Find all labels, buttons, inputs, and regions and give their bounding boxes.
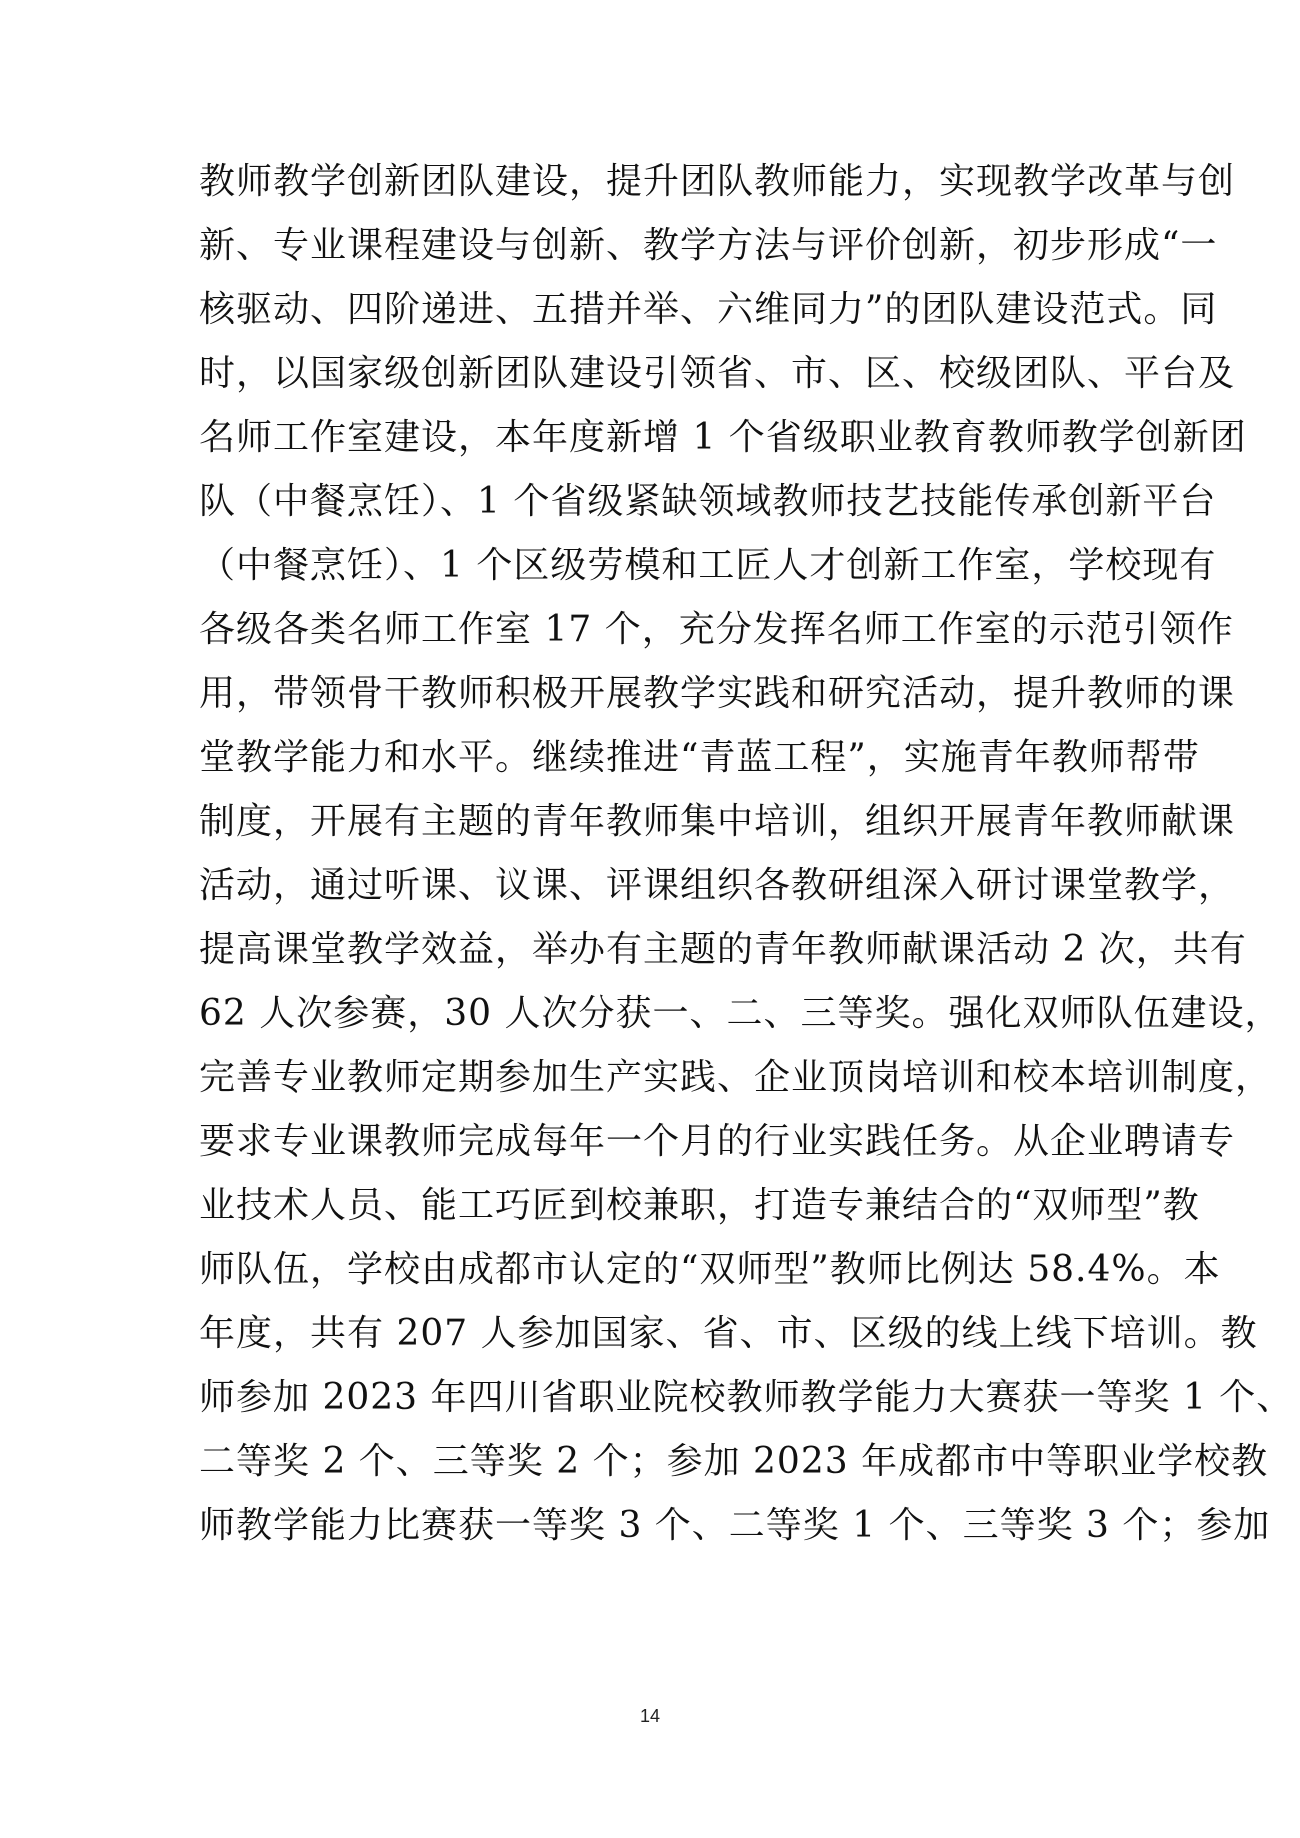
text-line: 师参加 2023 年四川省职业院校教师教学能力大赛获一等奖 1 个、 [199, 1377, 1294, 1418]
text-line: 新、专业课程建设与创新、教学方法与评价创新，初步形成“一 [199, 225, 1218, 266]
text-line: 用，带领骨干教师积极开展教学实践和研究活动，提升教师的课 [199, 673, 1236, 714]
text-line: 要求专业课教师完成每年一个月的行业实践任务。从企业聘请专 [199, 1121, 1236, 1162]
text-line: 时，以国家级创新团队建设引领省、市、区、校级团队、平台及 [199, 353, 1236, 394]
text-line: 年度，共有 207 人参加国家、省、市、区级的线上线下培训。教 [199, 1313, 1258, 1354]
text-line: 核驱动、四阶递进、五措并举、六维同力”的团队建设范式。同 [199, 289, 1218, 330]
text-line: 二等奖 2 个、三等奖 2 个；参加 2023 年成都市中等职业学校教 [199, 1441, 1269, 1482]
text-line: 队（中餐烹饪）、1 个省级紧缺领域教师技艺技能传承创新平台 [199, 481, 1217, 522]
text-line: 堂教学能力和水平。继续推进“青蓝工程”，实施青年教师帮带 [199, 737, 1200, 778]
text-line: 制度，开展有主题的青年教师集中培训，组织开展青年教师献课 [199, 801, 1236, 842]
text-line: 62 人次参赛，30 人次分获一、二、三等奖。强化双师队伍建设， [199, 993, 1282, 1034]
text-line: 活动，通过听课、议课、评课组织各教研组深入研讨课堂教学， [199, 865, 1236, 906]
text-line: （中餐烹饪）、1 个区级劳模和工匠人才创新工作室，学校现有 [199, 545, 1217, 586]
text-line: 完善专业教师定期参加生产实践、企业顶岗培训和校本培训制度， [199, 1057, 1273, 1098]
text-line: 师教学能力比赛获一等奖 3 个、二等奖 1 个、三等奖 3 个；参加 [199, 1505, 1271, 1546]
text-line: 教师教学创新团队建设，提升团队教师能力，实现教学改革与创 [199, 161, 1236, 202]
text-line: 提高课堂教学效益，举办有主题的青年教师献课活动 2 次，共有 [199, 929, 1247, 970]
text-line: 师队伍，学校由成都市认定的“双师型”教师比例达 58.4%。本 [199, 1249, 1221, 1290]
page-number: 14 [639, 1706, 661, 1726]
text-line: 业技术人员、能工巧匠到校兼职，打造专兼结合的“双师型”教 [199, 1185, 1200, 1226]
text-line: 各级各类名师工作室 17 个，充分发挥名师工作室的示范引领作 [199, 609, 1234, 650]
text-line: 名师工作室建设，本年度新增 1 个省级职业教育教师教学创新团 [199, 417, 1247, 458]
